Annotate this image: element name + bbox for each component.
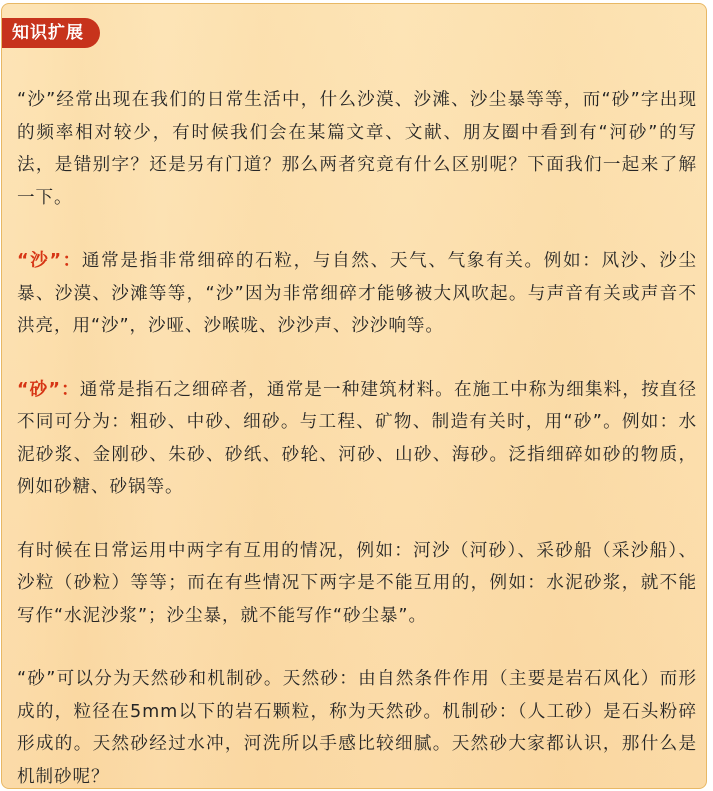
paragraph-sha-text: 通常是指非常细碎的石粒，与自然、天气、气象有关。例如：风沙、沙尘暴、沙漠、沙滩等等，“沙”因为非常细碎才能够被大风吹起。与声音有关或声音不洪亮，用“沙”，沙哑、沙喉咙、沙沙声、沙沙响等。 <box>17 251 697 336</box>
paragraph-types: “砂”可以分为天然砂和机制砂。天然砂：由自然条件作用（主要是岩石风化）而形成的，粒径在5mm以下的岩石颗粒，称为天然砂。机制砂：（人工砂）是石头粉碎形成的。天然砂经过水冲，河洗所以手感比较细腻。天然砂大家都认识，那什么是机制砂呢？ <box>17 669 697 787</box>
paragraph-usage: 有时候在日常运用中两字有互用的情况，例如：河沙（河砂）、采砂船（采沙船）、沙粒（砂粒）等等；而在有些情况下两字是不能互用的，例如：水泥砂浆，就不能写作“水泥沙浆”；沙尘暴，就不能写作“砂尘暴”。 <box>17 540 697 626</box>
article-body <box>17 84 697 789</box>
term-sha: “沙”： <box>17 251 82 271</box>
section-tag: 知识扩展 <box>2 18 100 48</box>
paragraph-sha-stone <box>17 374 697 504</box>
paragraph-sha-stone-text: 通常是指石之细碎者，通常是一种建筑材料。在施工中称为细集料，按直径不同可分为：粗砂、中砂、细砂。与工程、矿物、制造有关时，用“砂”。例如：水泥砂浆、金刚砂、朱砂、砂纸、砂轮、河砂、山砂、海砂。泛指细碎如砂的物质，例如砂糖、砂锅等。 <box>17 379 697 497</box>
article-card <box>1 3 707 789</box>
paragraph-intro: “沙”经常出现在我们的日常生活中，什么沙漠、沙滩、沙尘暴等等，而“砂”字出现的频率相对较少，有时候我们会在某篇文章、文献、朋友圈中看到有“河砂”的写法，是错别字？还是另有门道？那么两者究竟有什么区别呢？下面我们一起来了解一下。 <box>17 90 697 208</box>
term-sha-stone: “砂”： <box>17 379 80 400</box>
paragraph-sha <box>17 245 697 343</box>
